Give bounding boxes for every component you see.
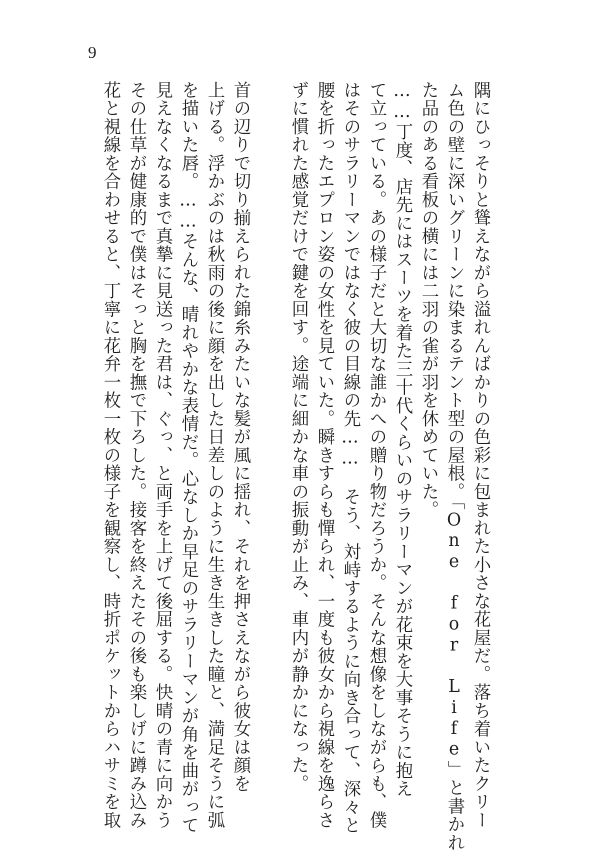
- page-number: 9: [88, 43, 97, 62]
- text-column: 花と視線を合わせると、丁寧に花弁一枚一枚の様子を観察し、時折ポケットからハサミを取: [100, 81, 120, 830]
- text-column: 腰を折ったエプロン姿の女性を見ていた。瞬きすらも憚られ、一度も彼女から視線を逸らさ: [314, 81, 334, 830]
- text-column: ム色の壁に深いグリーンに染まるテント型の屋根。「One for Life」と書かれ: [444, 81, 464, 852]
- text-column: を描いた唇。……そんな、晴れやかな表情だ。心なしか早足のサラリーマンが角を曲がって: [178, 81, 198, 835]
- text-column: 首の辺りで切り揃えられた錦糸みたいな髪が風に揺れ、それを押さえながら彼女は顔を: [230, 81, 250, 793]
- text-column: その仕草が健康的で僕はそっと胸を撫で下ろした。接客を終えたその後も楽しげに蹲み込み: [126, 81, 146, 830]
- text-column: 隅にひっそりと聳えながら溢れんばかりの色彩に包まれた小さな花屋だ。落ち着いたクリー: [470, 81, 490, 830]
- text-column: ……丁度、店先にはスーツを着た三十代くらいのサラリーマンが花束を大事そうに抱え: [392, 81, 412, 798]
- text-column: 見えなくなるまで真摯に見送った君は、ぐっ、と両手を上げて後屈する。快晴の青に向かう: [152, 81, 172, 830]
- text-column: て立っている。あの様子だと大切な誰かへの贈り物だろうか。そんな想像をしながらも、僕: [366, 81, 386, 830]
- text-column: ずに慣れた感覚だけで鍵を回す。途端に細かな車の振動が止み、車内が静かになった。: [288, 81, 308, 793]
- text-column: はそのサラリーマンではなく彼の目線の先…… そう、対峙するように向き合って、深々と: [340, 81, 360, 835]
- text-column: た品のある看板の横には二羽の雀が羽を休めていた。: [418, 81, 438, 519]
- text-column: 上げる。浮かぶのは秋雨の後に顔を出した日差しのように生き生きした瞳と、満足そうに弧: [204, 81, 224, 830]
